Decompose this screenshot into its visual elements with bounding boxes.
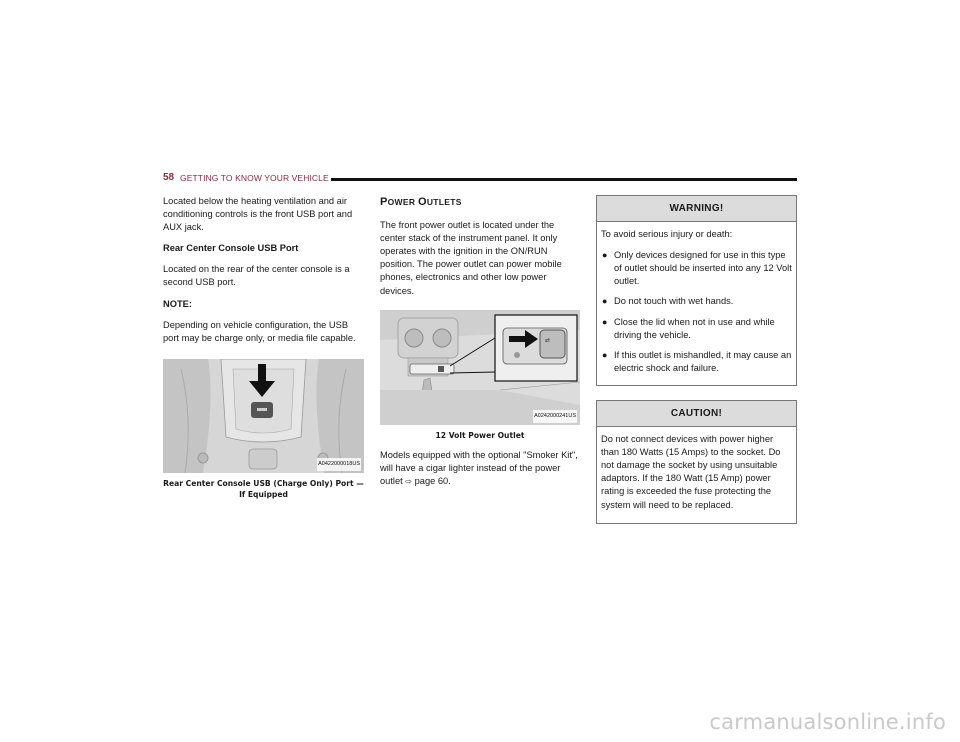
note-paragraph: Depending on vehicle configuration, the USB port may be charge only, or media file capable. [163,319,356,343]
power-outlet-paragraph: The front power outlet is located under the center stack of the instrument panel. It only operates with the ignition in the ON/RUN position. The power outlet can power mobile phones, electronics and other low power devices. [380,220,562,296]
column-middle [380,195,580,496]
smoker-kit-paragraph: Models equipped with the optional "Smoker Kit", will have a cigar lighter instead of the power outlet ⇨ page 60. [380,449,578,486]
bullet-icon: ● [602,296,608,307]
power-outlet-illustration [380,310,580,425]
page-reference-arrow-icon: ⇨ [405,476,413,486]
subheading-rear-usb: Rear Center Console USB Port [163,243,299,254]
warning-box [596,195,797,386]
caution-title: CAUTION! [597,401,796,427]
warning-title: WARNING! [597,196,796,222]
bullet-icon: ● [602,250,608,261]
section-heading-power-outlets: POWER OUTLETS [380,196,462,208]
bullet-icon: ● [602,316,608,327]
intro-paragraph: Located below the heating ventilation and air conditioning controls is the front USB port and AUX jack. [163,196,353,233]
column-left [163,195,364,500]
warning-list [601,249,792,375]
section-title: GETTING TO KNOW YOUR VEHICLE [180,173,329,183]
caution-text: Do not connect devices with power higher than 180 Watts (15 Amps) to the socket. Do not damage the socket by using unsuitable adaptors. If the 180 Watt (15 Amp) power rating is exceeded the fuse protecting the system will need to be replaced. [601,434,781,510]
power-outlet-figure [380,310,580,425]
list-item: ● If this outlet is mishandled, it may cause an electric shock and failure. [602,349,792,373]
figure-caption: Rear Center Console USB (Charge Only) Port — If Equipped [163,478,364,499]
header-rule [331,178,797,181]
rear-console-illustration [163,359,364,473]
note-label: NOTE: [163,298,192,309]
column-right [596,195,797,538]
figure-caption: 12 Volt Power Outlet [435,430,525,440]
watermark: carmanualsonline.info [709,710,946,734]
page-number: 58 [163,172,175,183]
list-item: ● Only devices designed for use in this type of outlet should be inserted into any 12 Volt outlet. [602,250,792,287]
page-reference-link[interactable]: page 60. [412,475,451,486]
figure-id: A0422000018US [317,458,361,471]
figure-id: A0242000241US [533,410,577,423]
rear-console-usb-figure [163,359,364,473]
warning-intro: To avoid serious injury or death: [601,229,733,240]
bullet-icon: ● [602,349,608,360]
svg-text:⇄: ⇄ [545,336,551,344]
list-item: ● Do not touch with wet hands. [601,295,792,308]
rear-usb-paragraph: Located on the rear of the center console is a second USB port. [163,264,350,288]
list-item: ● Close the lid when not in use and while driving the vehicle. [602,316,775,340]
caution-box [596,400,797,524]
page-header [163,172,797,186]
